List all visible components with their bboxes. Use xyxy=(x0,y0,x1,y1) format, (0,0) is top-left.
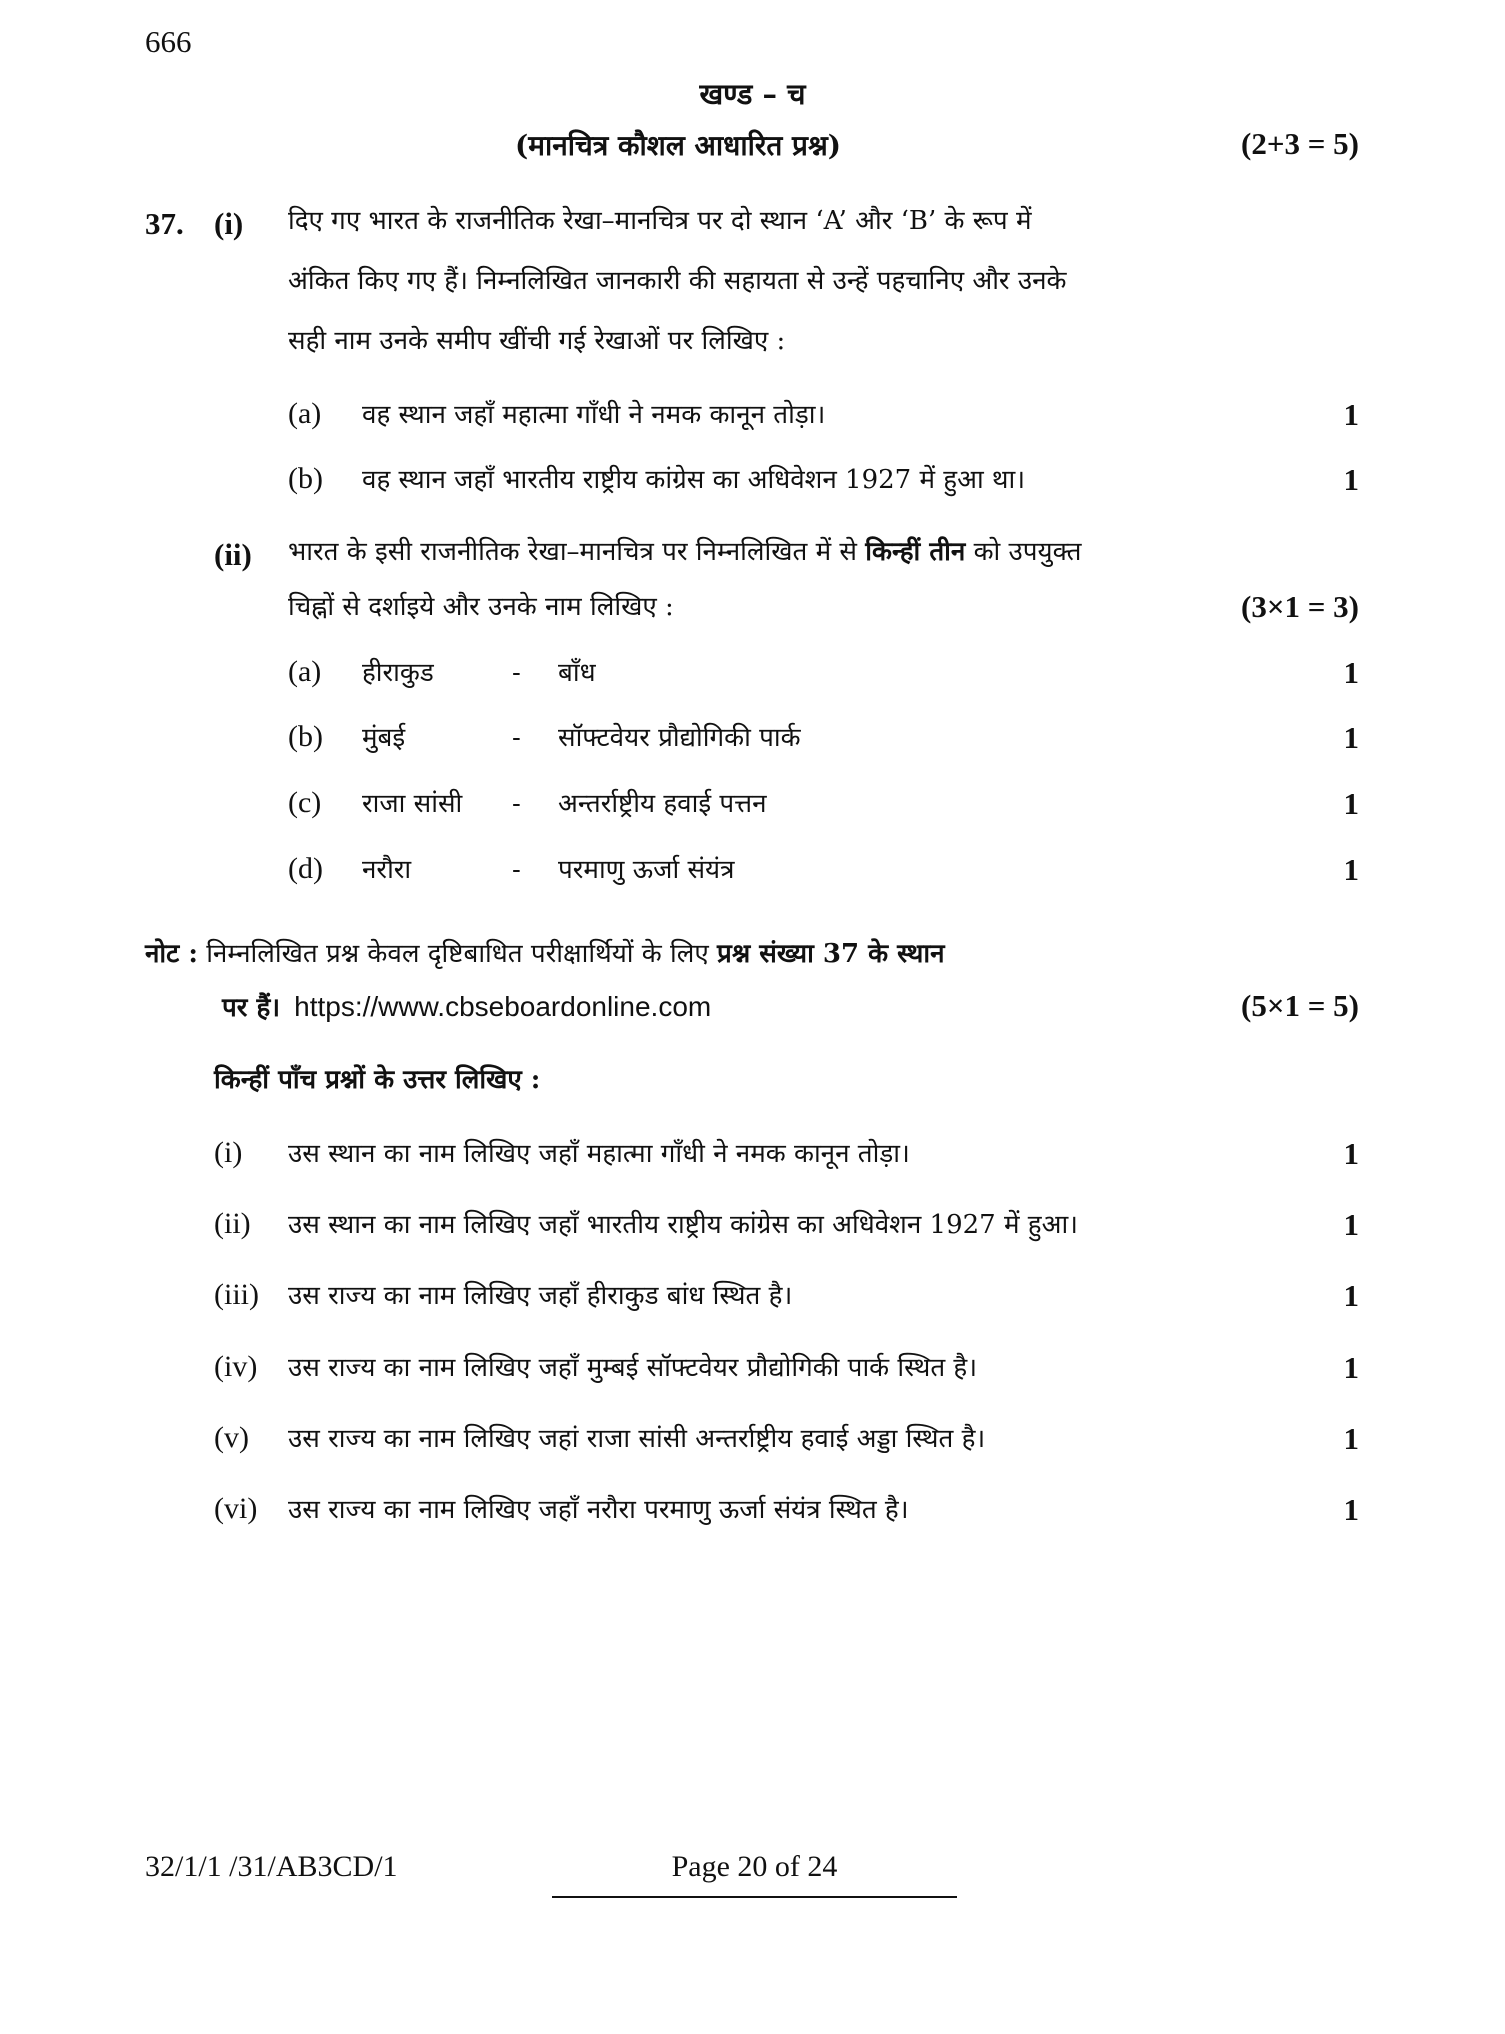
paper-code: 32/1/1 /31/AB3CD/1 xyxy=(145,1850,398,1883)
item-dash: - xyxy=(512,658,521,688)
part-i-line: अंकित किए गए हैं। निम्नलिखित जानकारी की सहायता से उन्हें पहचानिए और उनके xyxy=(288,266,1067,296)
item-marks: 1 xyxy=(1343,1350,1359,1385)
item-label: (a) xyxy=(288,397,322,430)
item-dash: - xyxy=(512,855,521,885)
item-text: उस स्थान का नाम लिखिए जहाँ भारतीय राष्ट्रीय कांग्रेस का अधिवेशन 1927 में हुआ। xyxy=(288,1210,1079,1240)
item-marks: 1 xyxy=(1343,786,1359,821)
item-label: (i) xyxy=(214,1136,243,1169)
question-number: 37. xyxy=(145,206,184,241)
item-dash: - xyxy=(512,789,521,819)
note-marks: (5×1 = 5) xyxy=(1241,988,1359,1023)
item-label: (ii) xyxy=(214,1207,251,1240)
item-label: (vi) xyxy=(214,1492,258,1525)
item-text: वह स्थान जहाँ भारतीय राष्ट्रीय कांग्रेस का अधिवेशन 1927 में हुआ था। xyxy=(362,465,1026,495)
part-i-label: (i) xyxy=(214,206,244,241)
part-i-line: सही नाम उनके समीप खींची गई रेखाओं पर लिखिए : xyxy=(288,326,786,356)
section-marks: (2+3 = 5) xyxy=(1241,126,1359,161)
item-text: उस राज्य का नाम लिखिए जहाँ मुम्बई सॉफ्टवेयर प्रौद्योगिकी पार्क स्थित है। xyxy=(288,1353,978,1383)
page-number: 666 xyxy=(145,24,192,59)
item-label: (b) xyxy=(288,720,323,753)
section-subtitle: (मानचित्र कौशल आधारित प्रश्न) xyxy=(515,129,842,162)
item-text: उस राज्य का नाम लिखिए जहां राजा सांसी अन्तर्राष्ट्रीय हवाई अड्डा स्थित है। xyxy=(288,1424,986,1454)
note-instruction: किन्हीं पाँच प्रश्नों के उत्तर लिखिए : xyxy=(214,1065,541,1095)
item-label: (v) xyxy=(214,1421,249,1454)
note-line: नोट : निम्नलिखित प्रश्न केवल दृष्टिबाधित परीक्षार्थियों के लिए प्रश्न संख्या 37 के स्थान xyxy=(145,939,945,969)
item-label: (b) xyxy=(288,462,323,495)
item-marks: 1 xyxy=(1343,1492,1359,1527)
note-label: नोट : xyxy=(145,939,198,969)
item-marks: 1 xyxy=(1343,397,1359,432)
item-label: (c) xyxy=(288,786,322,819)
part-ii-line: चिह्नों से दर्शाइये और उनके नाम लिखिए : xyxy=(288,592,674,622)
part-ii-label: (ii) xyxy=(214,537,252,572)
item-place: हीराकुड xyxy=(362,658,434,688)
item-desc: परमाणु ऊर्जा संयंत्र xyxy=(558,855,735,885)
item-text: उस राज्य का नाम लिखिए जहाँ हीराकुड बांध स्थित है। xyxy=(288,1281,793,1311)
part-i-line: दिए गए भारत के राजनीतिक रेखा–मानचित्र पर दो स्थान ‘A’ और ‘B’ के रूप में xyxy=(288,206,1032,236)
page-indicator: Page 20 of 24 xyxy=(671,1850,838,1883)
item-marks: 1 xyxy=(1343,852,1359,887)
section-title: खण्ड – च xyxy=(699,77,806,111)
item-desc: सॉफ्टवेयर प्रौद्योगिकी पार्क xyxy=(558,723,801,753)
source-url: https://www.cbseboardonline.com xyxy=(294,991,712,1022)
item-label: (iii) xyxy=(214,1278,259,1311)
item-marks: 1 xyxy=(1343,1278,1359,1313)
item-marks: 1 xyxy=(1343,720,1359,755)
footer-rule xyxy=(552,1896,957,1898)
item-label: (a) xyxy=(288,655,322,688)
item-place: नरौरा xyxy=(362,855,412,885)
item-marks: 1 xyxy=(1343,655,1359,690)
item-marks: 1 xyxy=(1343,1421,1359,1456)
item-desc: अन्तर्राष्ट्रीय हवाई पत्तन xyxy=(558,789,767,819)
item-place: राजा सांसी xyxy=(362,789,463,819)
item-desc: बाँध xyxy=(558,658,596,688)
part-ii-marks: (3×1 = 3) xyxy=(1241,589,1359,624)
item-marks: 1 xyxy=(1343,1136,1359,1171)
item-text: उस राज्य का नाम लिखिए जहाँ नरौरा परमाणु ऊर्जा संयंत्र स्थित है। xyxy=(288,1495,909,1525)
note-line: पर हैं। https://www.cbseboardonline.com xyxy=(222,991,712,1023)
item-label: (iv) xyxy=(214,1350,258,1383)
item-text: वह स्थान जहाँ महात्मा गाँधी ने नमक कानून तोड़ा। xyxy=(362,400,826,430)
item-marks: 1 xyxy=(1343,462,1359,497)
item-marks: 1 xyxy=(1343,1207,1359,1242)
item-text: उस स्थान का नाम लिखिए जहाँ महात्मा गाँधी ने नमक कानून तोड़ा। xyxy=(288,1139,910,1169)
item-label: (d) xyxy=(288,852,323,885)
item-place: मुंबई xyxy=(362,723,406,753)
part-ii-line: भारत के इसी राजनीतिक रेखा–मानचित्र पर निम्नलिखित में से किन्हीं तीन को उपयुक्त xyxy=(288,537,1082,567)
item-dash: - xyxy=(512,723,521,753)
